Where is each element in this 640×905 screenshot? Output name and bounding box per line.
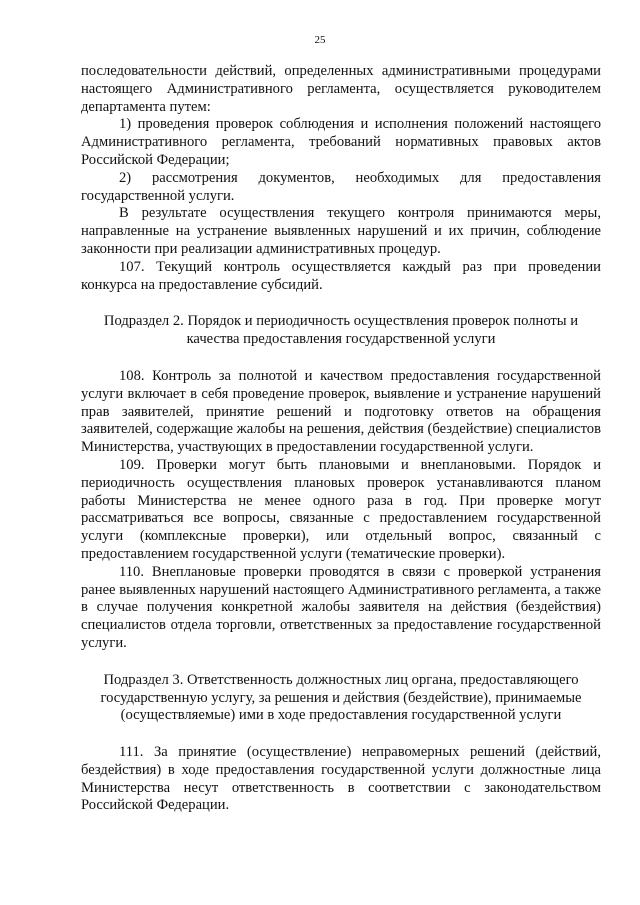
paragraph-111: 111. За принятие (осуществление) неправомерных решений (действий, бездействия) в ходе предоставления государственной услуги должностные лица Министерства несут ответственность в соответствии с законодательством Российской Федерации. [81, 744, 601, 814]
subsection-3-heading: Подраздел 3. Ответственность должностных лиц органа, предоставляющего государственную услугу, за решения и действия (бездействие), принимаемые (осуществляемые) ими в ходе предоставления государственной услуги [100, 671, 582, 724]
subsection-2-heading: Подраздел 2. Порядок и периодичность осуществления проверок полноты и качества предоставления государственной услуги [103, 313, 579, 348]
paragraph-list-item-1: 1) проведения проверок соблюдения и исполнения положений настоящего Административного регламента, требований нормативных правовых актов Российской Федерации; [81, 116, 601, 168]
page-number: 25 [314, 34, 326, 46]
paragraph-109: 109. Проверки могут быть плановыми и внеплановыми. Порядок и периодичность осуществления плановых проверок устанавливаются планом работы Министерства не менее одного раза в год. При проверке могут рассматриваться все вопросы, связанные с предоставлением государственной услуги (комплексные проверки), или отдельный вопрос, связанный с предоставлением государственной услуги (тематические проверки). [81, 456, 601, 562]
paragraph-110: 110. Внеплановые проверки проводятся в связи с проверкой устранения ранее выявленных нарушений настоящего Административного регламента, а также в случае получения конкретной жалобы заявителя на действия (бездействия) специалистов отдела торговли, ответственных за предоставление государственной услуги. [81, 563, 601, 651]
paragraph-control-result: В результате осуществления текущего контроля принимаются меры, направленные на устранение выявленных нарушений и их причин, соблюдение законности при реализации административных процедур. [81, 205, 601, 257]
paragraph-108: 108. Контроль за полнотой и качеством предоставления государственной услуги включает в себя проведение проверок, выявление и устранение нарушений прав заявителей, принятие решений и подготовку ответов на обращения заявителей, содержащие жалобы на решения, действия (бездействие) специалистов Министерства, участвующих в предоставлении государственной услуги. [81, 367, 601, 456]
document-body [81, 63, 601, 815]
spacer [81, 294, 601, 313]
spacer [81, 653, 601, 672]
spacer [81, 725, 601, 744]
paragraph-107: 107. Текущий контроль осуществляется каждый раз при проведении конкурса на предоставление субсидий. [81, 258, 601, 293]
paragraph-list-item-2: 2) рассмотрения документов, необходимых для предоставления государственной услуги. [81, 169, 601, 204]
paragraph-continuation: последовательности действий, определенных административными процедурами настоящего Административного регламента, осуществляется руководителем департамента путем: [81, 63, 601, 115]
spacer [81, 349, 601, 368]
